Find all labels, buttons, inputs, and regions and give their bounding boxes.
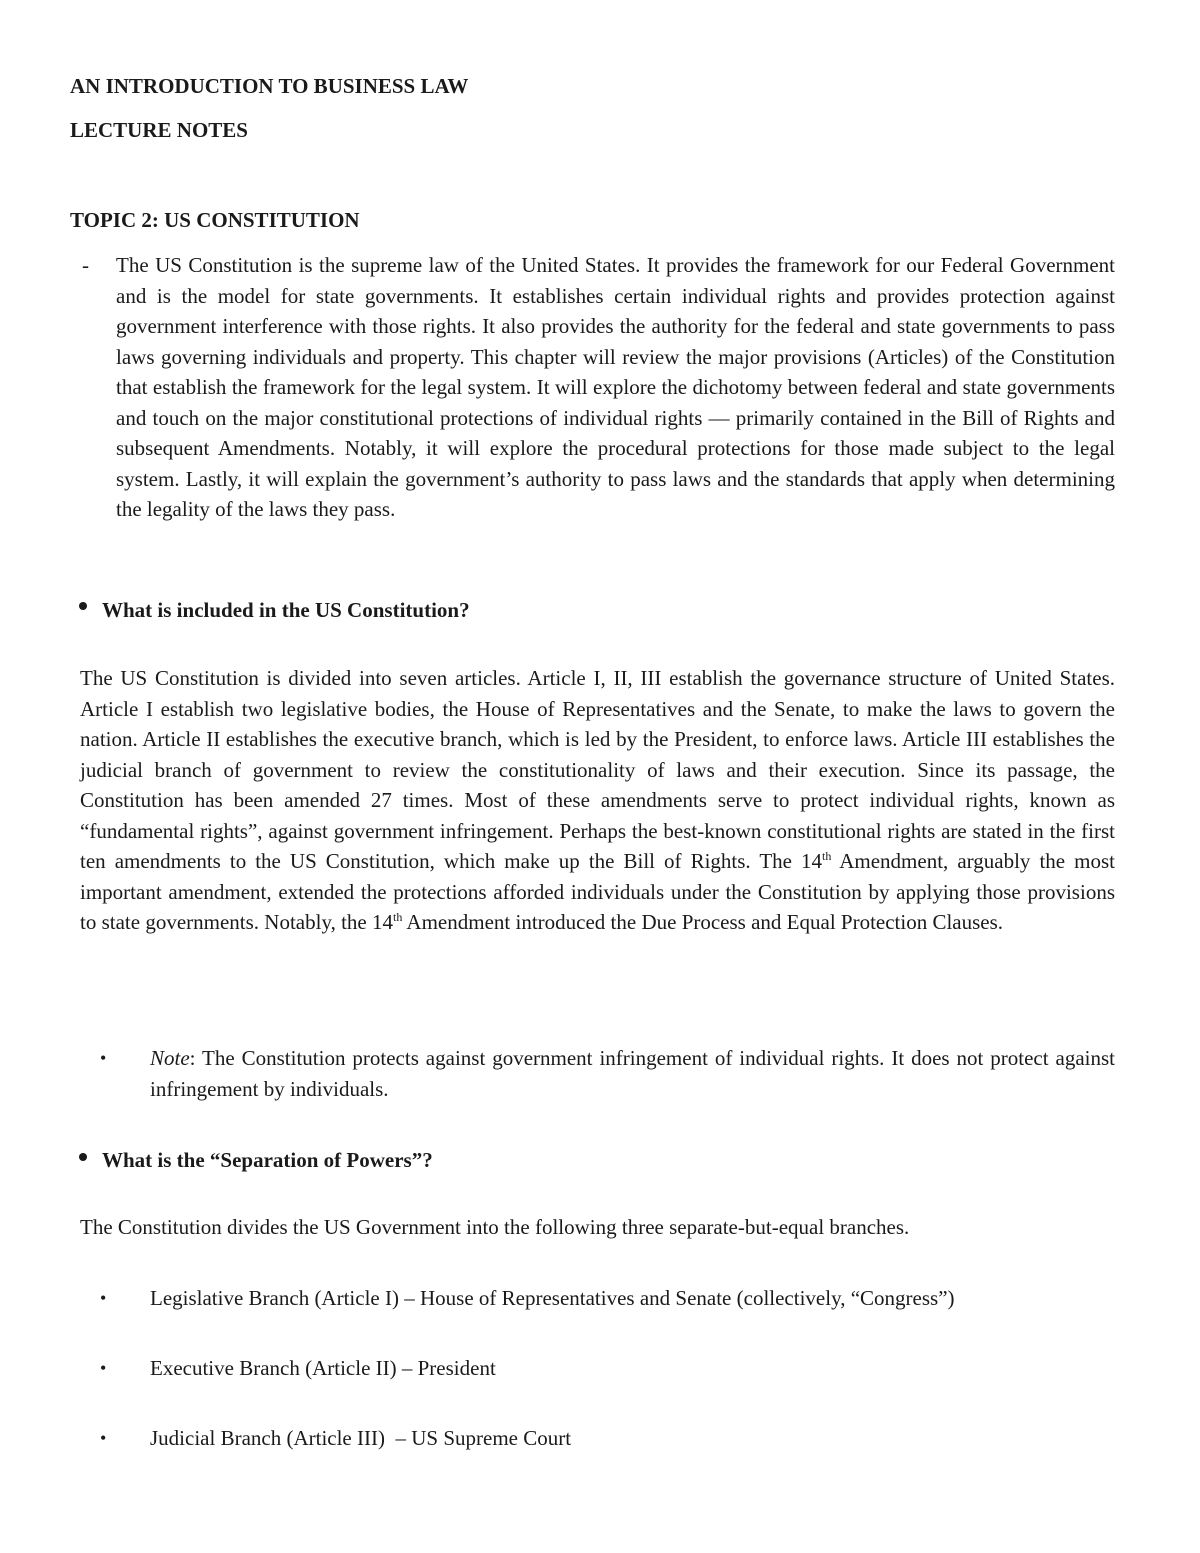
- document-subtitle: LECTURE NOTES: [70, 118, 248, 142]
- constitution-paragraph-part2: Amendment, arguably the most important amendment, extended the protections afforded individuals under the Constitution by applying those provisions to state governments. Notably, the 14: [80, 849, 1115, 934]
- note-label: Note: [150, 1046, 190, 1070]
- superscript-th: th: [393, 910, 403, 924]
- topic-heading: TOPIC 2: US CONSTITUTION: [70, 208, 360, 232]
- constitution-paragraph: [80, 663, 1115, 938]
- branch-bullet: •: [100, 1358, 107, 1378]
- branch-bullet: •: [100, 1288, 107, 1308]
- dash-marker: -: [82, 253, 89, 277]
- note-text: : The Constitution protects against government infringement of individual rights. It does not protect against infringement by individuals.: [150, 1046, 1115, 1101]
- branch-item-legislative: Legislative Branch (Article I) – House of Representatives and Senate (collectively, “Congress”): [150, 1286, 955, 1310]
- branch-item-executive: Executive Branch (Article II) – President: [150, 1356, 496, 1380]
- branch-bullet: •: [100, 1428, 107, 1448]
- section-bullet-icon: [79, 602, 87, 610]
- note-paragraph: [150, 1043, 1115, 1104]
- topic-intro-paragraph: The US Constitution is the supreme law of the United States. It provides the framework for our Federal Government and is the model for state governments. It establishes certain individual rights and provides protection against government interference with those rights. It also provides the authority for the federal and state governments to pass laws governing individuals and property. This chapter will review the major provisions (Articles) of the Constitution that establish the framework for the legal system. It will explore the dichotomy between federal and state governments and touch on the major constitutional protections of individual rights — primarily contained in the Bill of Rights and subsequent Amendments. Notably, it will explore the procedural protections for those made subject to the legal system. Lastly, it will explain the government’s authority to pass laws and the standards that apply when determining the legality of the laws they pass.: [116, 253, 1115, 521]
- separation-intro: The Constitution divides the US Government into the following three separate-but-equal branches.: [80, 1215, 910, 1239]
- branch-item-judicial: Judicial Branch (Article III) – US Supreme Court: [150, 1426, 572, 1450]
- note-bullet: •: [100, 1048, 107, 1068]
- section-question-separation: What is the “Separation of Powers”?: [102, 1148, 433, 1172]
- superscript-th: th: [822, 849, 832, 863]
- document-title: AN INTRODUCTION TO BUSINESS LAW: [70, 74, 469, 98]
- section-question-constitution: What is included in the US Constitution?: [102, 598, 470, 622]
- section-bullet-icon: [79, 1153, 87, 1161]
- constitution-paragraph-part3: Amendment introduced the Due Process and Equal Protection Clauses.: [402, 910, 1004, 934]
- constitution-paragraph-part1: The US Constitution is divided into seven articles. Article I, II, III establish the governance structure of United States. Article I establish two legislative bodies, the House of Representatives and the Senate, to make the laws to govern the nation. Article II establishes the executive branch, which is led by the President, to enforce laws. Article III establishes the judicial branch of government to review the constitutionality of laws and their execution. Since its passage, the Constitution has been amended 27 times. Most of these amendments serve to protect individual rights, known as “fundamental rights”, against government infringement. Perhaps the best-known constitutional rights are stated in the first ten amendments to the US Constitution, which make up the Bill of Rights. The 14: [80, 666, 1115, 873]
